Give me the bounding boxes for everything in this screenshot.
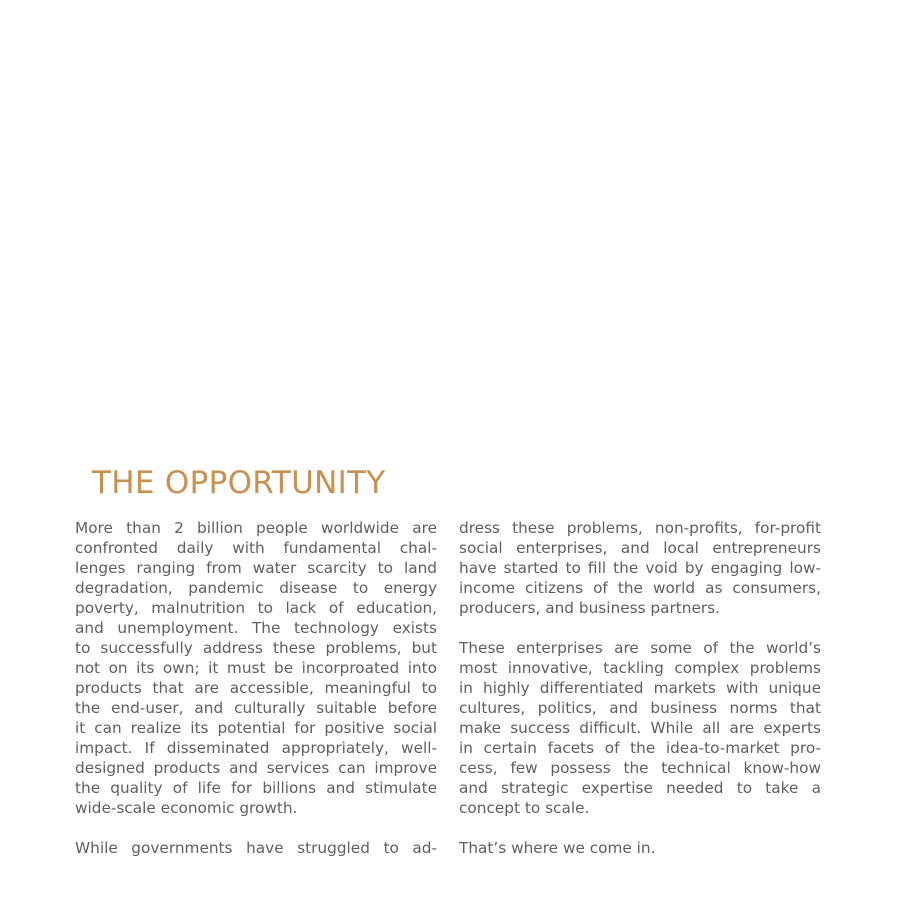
text-line: dress these problems, non-profits, for-profit	[459, 519, 821, 537]
text-line: have started to fill the void by engaging low-	[459, 559, 821, 577]
text-line: social enterprises, and local entrepreneurs	[459, 539, 821, 557]
text-line: designed products and services can improve	[75, 759, 437, 777]
text-line: in highly differentiated markets with unique	[459, 679, 821, 697]
text-line: most innovative, tackling complex problems	[459, 659, 821, 677]
text-line: to successfully address these problems, but	[75, 639, 437, 657]
section-title: THE OPPORTUNITY	[92, 465, 386, 501]
text-line: These enterprises are some of the world’s	[459, 639, 821, 657]
text-line: and unemployment. The technology exists	[75, 619, 437, 637]
text-line: and strategic expertise needed to take a	[459, 779, 821, 797]
text-line: income citizens of the world as consumers,	[459, 579, 821, 597]
text-line: the quality of life for billions and stimulate	[75, 779, 437, 797]
paragraph-break	[459, 618, 821, 638]
text-line: More than 2 billion people worldwide are	[75, 519, 437, 537]
text-line: That’s where we come in.	[459, 839, 656, 857]
text-line: producers, and business partners.	[459, 599, 721, 617]
text-line: not on its own; it must be incorproated into	[75, 659, 437, 677]
text-line: While governments have struggled to ad-	[75, 839, 437, 857]
text-line: the end-user, and culturally suitable before	[75, 699, 437, 717]
paragraph-break	[75, 818, 437, 838]
text-line: concept to scale.	[459, 799, 590, 817]
text-line: make success difficult. While all are experts	[459, 719, 821, 737]
text-line: cess, few possess the technical know-how	[459, 759, 821, 777]
text-line: lenges ranging from water scarcity to land	[75, 559, 437, 577]
text-line: impact. If disseminated appropriately, well-	[75, 739, 437, 757]
paragraph-break	[459, 818, 821, 838]
text-line: it can realize its potential for positive social	[75, 719, 437, 737]
text-line: wide-scale economic growth.	[75, 799, 298, 817]
text-line: in certain facets of the idea-to-market pro-	[459, 739, 821, 757]
left-text-column	[75, 518, 437, 858]
right-text-column	[459, 518, 821, 858]
text-line: cultures, politics, and business norms that	[459, 699, 821, 717]
text-line: products that are accessible, meaningful to	[75, 679, 437, 697]
text-line: confronted daily with fundamental chal-	[75, 539, 437, 557]
text-line: degradation, pandemic disease to energy	[75, 579, 437, 597]
text-line: poverty, malnutrition to lack of education,	[75, 599, 437, 617]
